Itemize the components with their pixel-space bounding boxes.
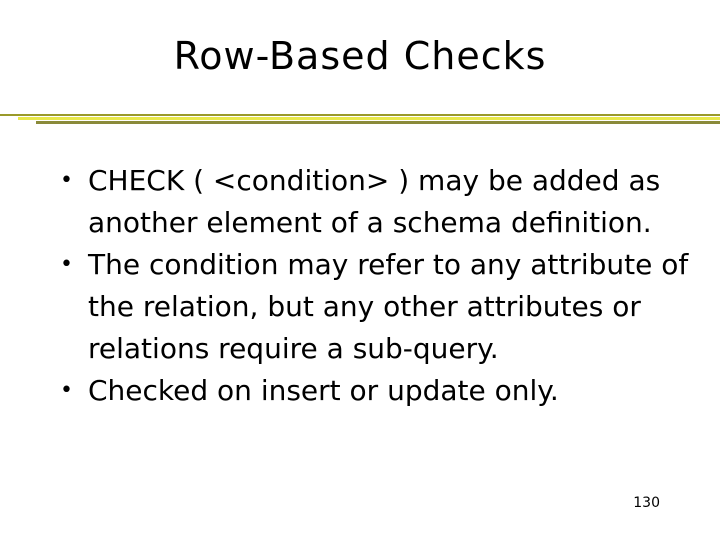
title-divider-dark [0,114,720,116]
bullet-text: The condition may refer to any attribute of the relation, but any other attributes or relations require a sub-query. [88,248,689,365]
page-number: 130 [633,495,660,511]
bullet-dot-icon: • [60,378,73,403]
bullet-item [60,244,700,370]
title-divider-olive [36,121,720,124]
bullet-list [60,160,700,412]
bullet-item [60,160,700,244]
bullet-dot-icon: • [60,252,73,277]
slide-title: Row-Based Checks [173,34,547,78]
bullet-text: CHECK ( <condition> ) may be added as another element of a schema definition. [88,164,661,239]
bullet-item [60,370,700,412]
title-divider-bright [18,117,720,120]
bullet-dot-icon: • [60,168,73,193]
bullet-text: Checked on insert or update only. [88,374,559,407]
